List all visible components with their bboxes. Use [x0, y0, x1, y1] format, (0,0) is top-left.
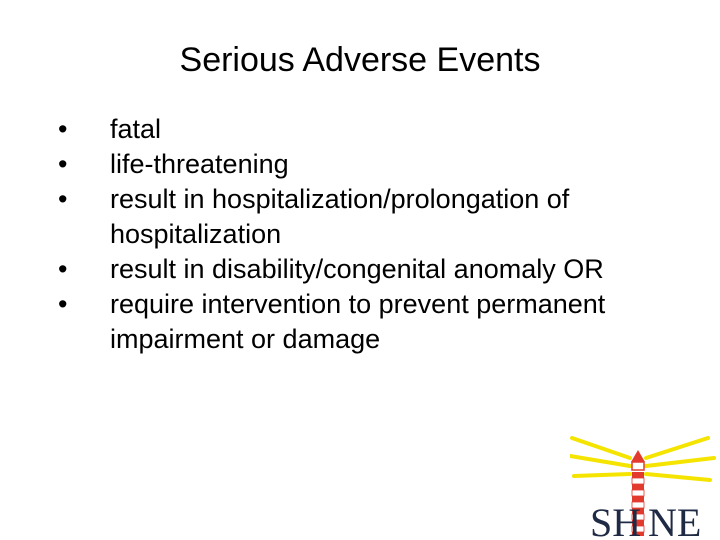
logo-letters-right: NE [648, 500, 702, 540]
lighthouse-stripe [632, 472, 644, 478]
bullet-item [52, 252, 712, 287]
logo-letters-left: SH [590, 500, 642, 540]
lighthouse-stripe [632, 490, 644, 496]
lighthouse-icon [570, 436, 720, 540]
bullet-marker: • [58, 149, 68, 179]
slide-title: Serious Adverse Events [179, 41, 541, 79]
bullet-item [52, 287, 712, 357]
lighthouse-lantern [632, 462, 644, 470]
bullet-marker: • [58, 184, 68, 214]
bullet-marker: • [58, 289, 68, 319]
bullet-list [52, 112, 712, 357]
bullet-item [52, 147, 712, 182]
bullet-text: require intervention to prevent permanent impairment or damage [110, 289, 606, 354]
bullet-text: result in disability/congenital anomaly OR [110, 254, 604, 284]
bullet-text: fatal [110, 114, 162, 144]
bullet-marker: • [58, 114, 68, 144]
bullet-item [52, 182, 712, 252]
bullet-item [52, 112, 712, 147]
lighthouse-roof [631, 450, 645, 462]
shine-logo [570, 436, 720, 540]
bullet-text: life-threatening [110, 149, 289, 179]
lighthouse-stripe [632, 484, 644, 490]
bullet-text: result in hospitalization/prolongation of hospitalization [110, 184, 570, 249]
bullet-marker: • [58, 254, 68, 284]
lighthouse-stripe [632, 478, 644, 484]
